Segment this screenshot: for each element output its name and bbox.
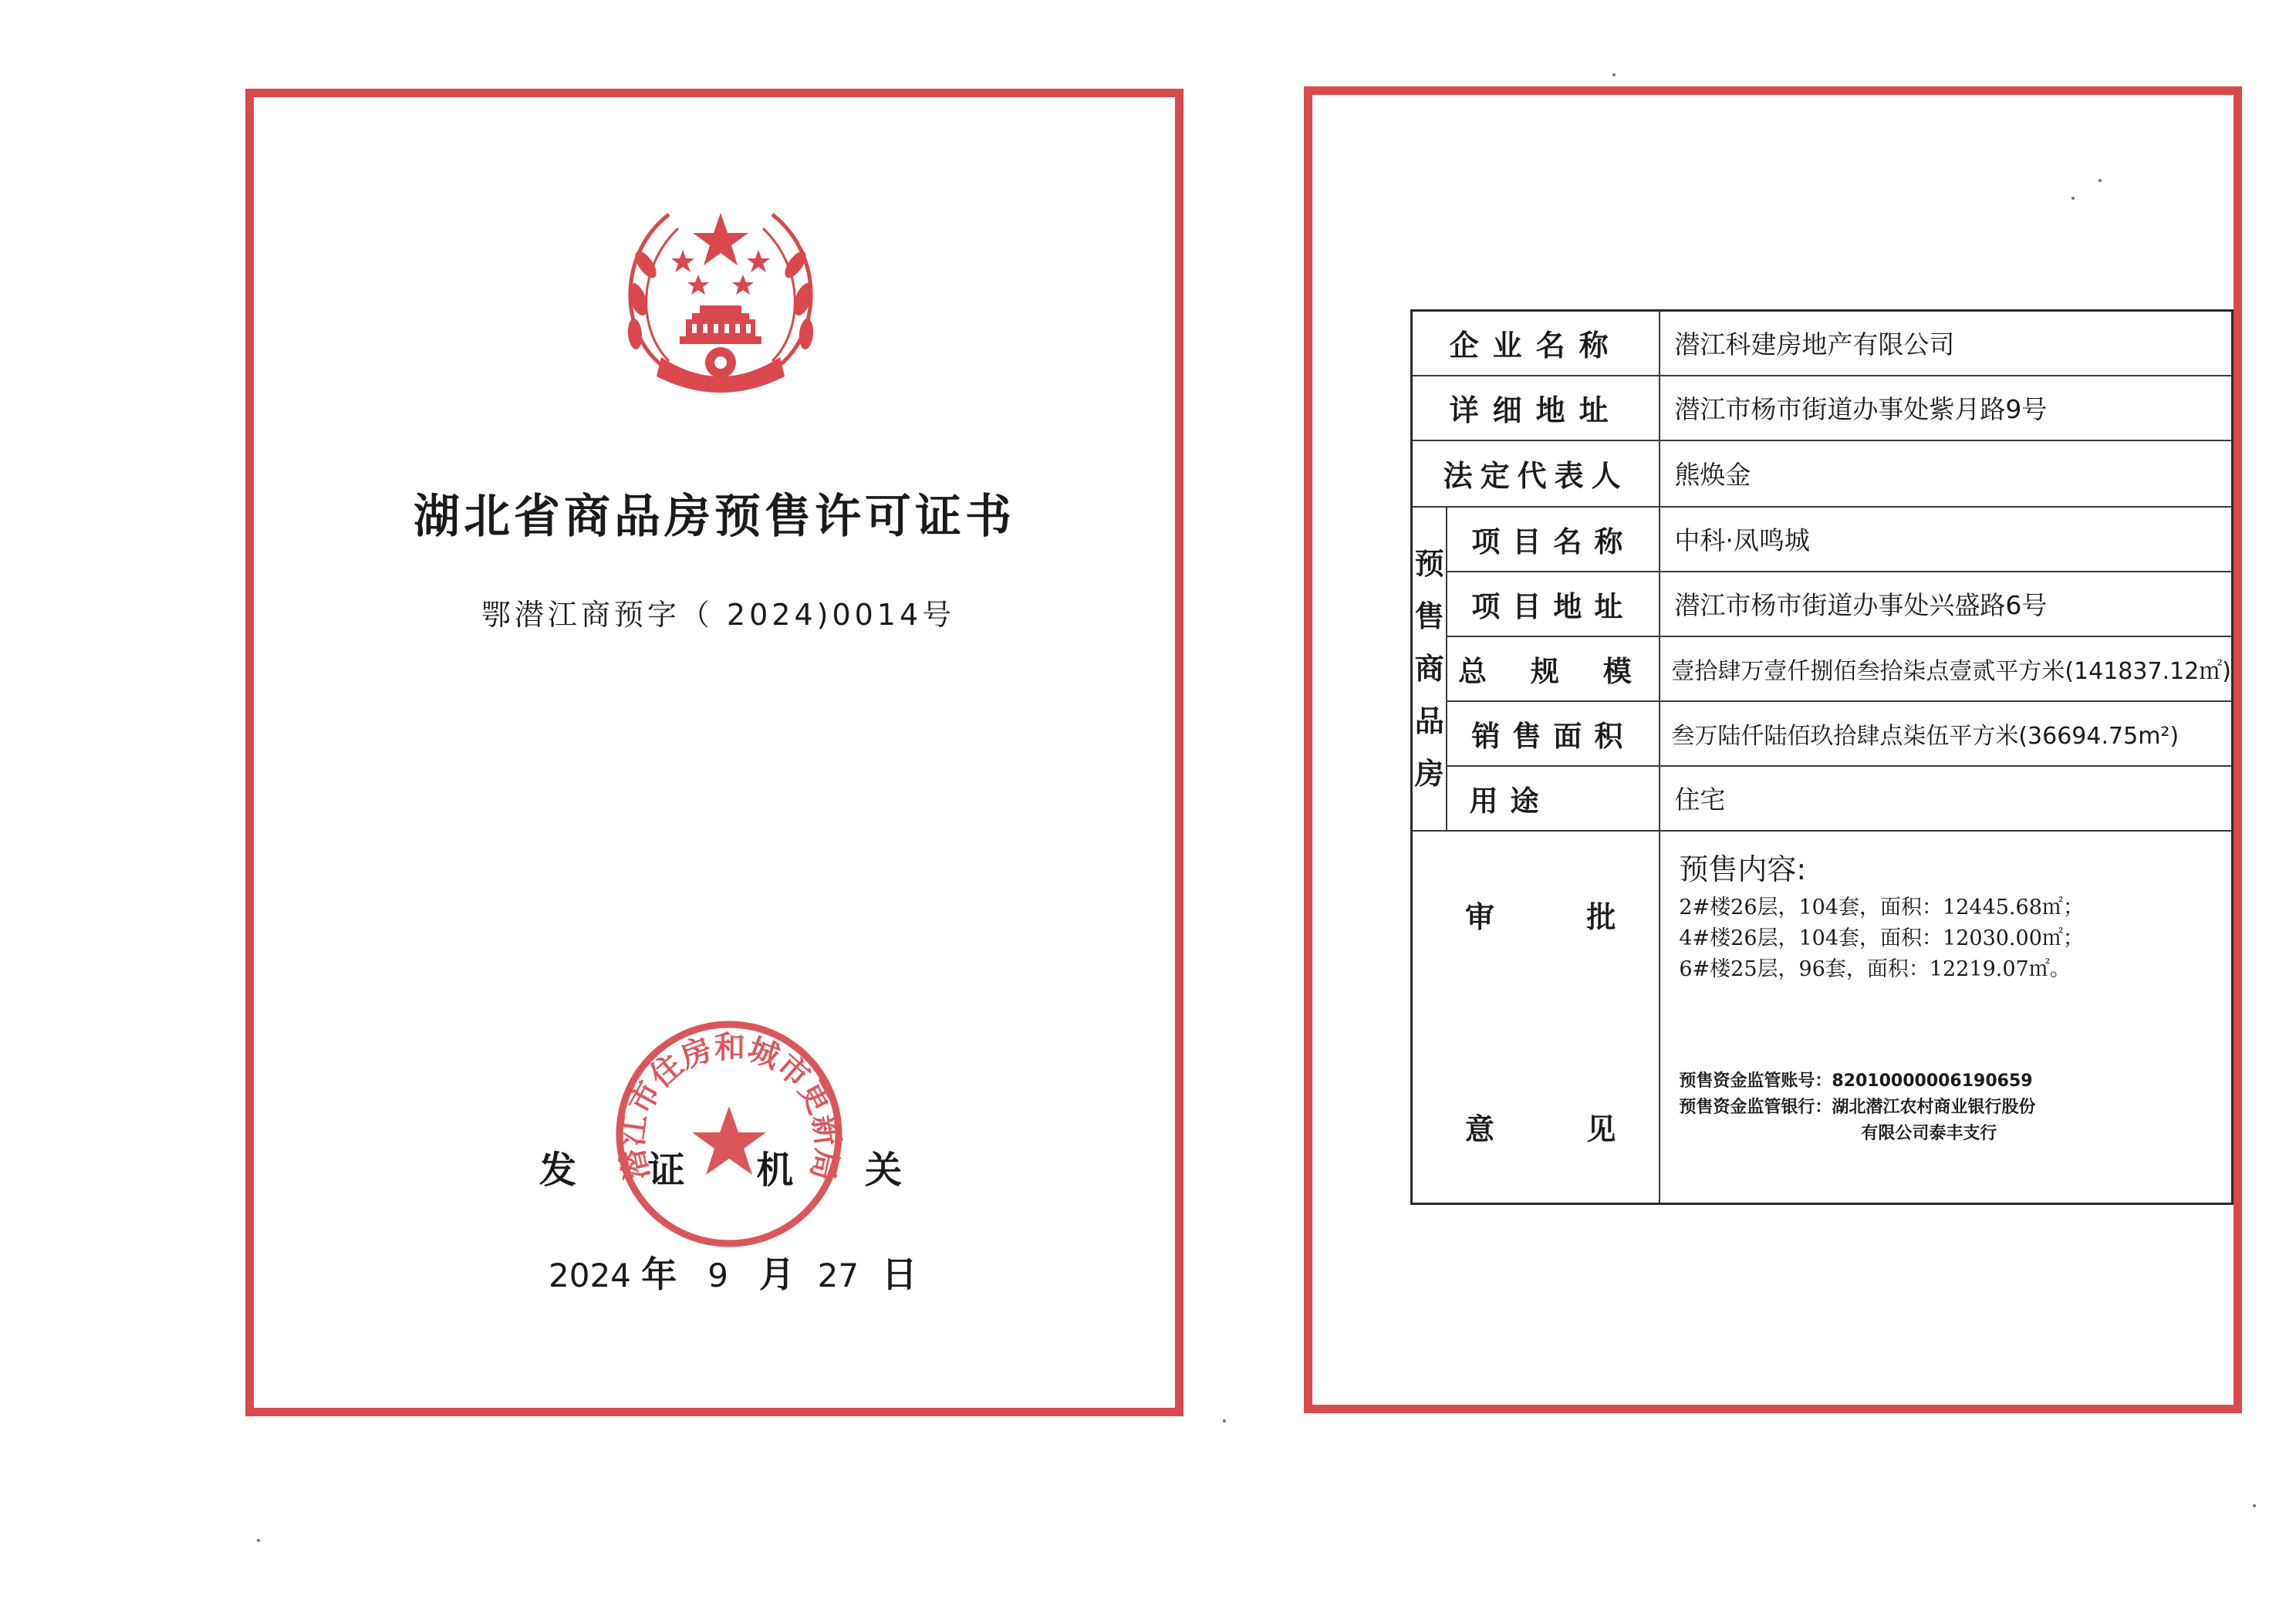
usage-label: 用途 [1447, 766, 1660, 831]
presale-item: 6#楼25层，96套，面积：12219.07㎡。 [1679, 957, 2071, 981]
table-row [1412, 376, 2233, 440]
company-name-value: 潜江科建房地产有限公司 [1660, 311, 2232, 376]
certificate-number: 鄂潜江商预字（ 2024)0014号 [481, 598, 956, 632]
address-value: 潜江市杨市街道办事处紫月路9号 [1660, 376, 2232, 440]
table-row [1412, 311, 2233, 376]
presale-housing-group-label: 预 售 商 品 房 [1412, 507, 1447, 831]
issuer-char: 证 [647, 1149, 685, 1192]
table-row [1412, 701, 2233, 766]
table-row [1412, 572, 2233, 636]
issue-day: 27 [817, 1257, 859, 1294]
issue-date [549, 1247, 917, 1297]
certificate-title: 湖北省商品房预售许可证书 [414, 490, 1015, 544]
project-address-label: 项目地址 [1447, 572, 1660, 636]
month-unit: 月 [758, 1254, 795, 1295]
fund-account-label: 预售资金监管账号： [1679, 1071, 1832, 1091]
issue-year: 2024 [549, 1257, 631, 1294]
national-emblem-icon [615, 184, 826, 403]
certificate-cover-page [245, 89, 1183, 1416]
issuer-char: 关 [864, 1149, 902, 1192]
fund-supervision-block [1679, 1068, 2231, 1147]
fund-bank-label: 预售资金监管银行： [1679, 1097, 1832, 1117]
project-address-value: 潜江市杨市街道办事处兴盛路6号 [1660, 572, 2232, 636]
details-table [1410, 309, 2234, 1205]
svg-text:潜江市住房和城市更新局 [614, 1029, 846, 1184]
total-scale-label: 总 规 模 [1447, 636, 1660, 701]
legal-rep-label: 法定代表人 [1412, 440, 1660, 507]
table-row [1412, 507, 2233, 572]
project-name-value: 中科·凤鸣城 [1660, 507, 2232, 572]
seal-text: 潜江市住房和城市更新局 [613, 1028, 846, 1184]
legal-rep-value: 熊焕金 [1660, 440, 2232, 507]
sales-area-label: 销售面积 [1447, 701, 1660, 766]
approval-opinion-content [1660, 831, 2232, 1204]
speck [2071, 197, 2075, 200]
day-unit: 日 [881, 1254, 917, 1295]
certificate-details-page [1304, 86, 2242, 1413]
project-name-label: 项目名称 [1447, 507, 1660, 572]
issue-month: 9 [707, 1257, 728, 1294]
company-name-label: 企业名称 [1412, 311, 1660, 376]
presale-content-heading: 预售内容: [1679, 852, 1807, 886]
fund-bank-line1: 湖北潜江农村商业银行股份 [1832, 1097, 2036, 1117]
presale-item: 4#楼26层，104套，面积：12030.00㎡； [1679, 926, 2084, 950]
total-scale-value: 壹拾肆万壹仟捌佰叁拾柒点壹贰平方米(141837.12㎡) [1660, 636, 2232, 701]
fund-bank-line2: 有限公司泰丰支行 [1861, 1123, 1997, 1143]
speck [1223, 1419, 1226, 1422]
table-row [1412, 440, 2233, 507]
presale-item: 2#楼26层，104套，面积：12445.68㎡； [1679, 895, 2084, 919]
address-label: 详细地址 [1412, 376, 1660, 440]
fund-account-value: 82010000006190659 [1832, 1071, 2033, 1091]
speck [2253, 1504, 2256, 1507]
speck [257, 1539, 260, 1542]
speck [2098, 179, 2102, 182]
table-row [1412, 766, 2233, 831]
issuer-char: 机 [756, 1149, 794, 1192]
sales-area-value: 叁万陆仟陆佰玖拾肆点柒伍平方米(36694.75m²) [1660, 701, 2232, 766]
speck [1612, 73, 1616, 76]
table-row [1412, 831, 2233, 1204]
official-seal-icon [610, 1015, 848, 1253]
year-unit: 年 [641, 1254, 677, 1295]
usage-value: 住宅 [1660, 766, 2232, 831]
issuer-char: 发 [539, 1149, 577, 1192]
approval-opinion-label: 审 批 意 见 [1412, 831, 1660, 1204]
table-row [1412, 636, 2233, 701]
